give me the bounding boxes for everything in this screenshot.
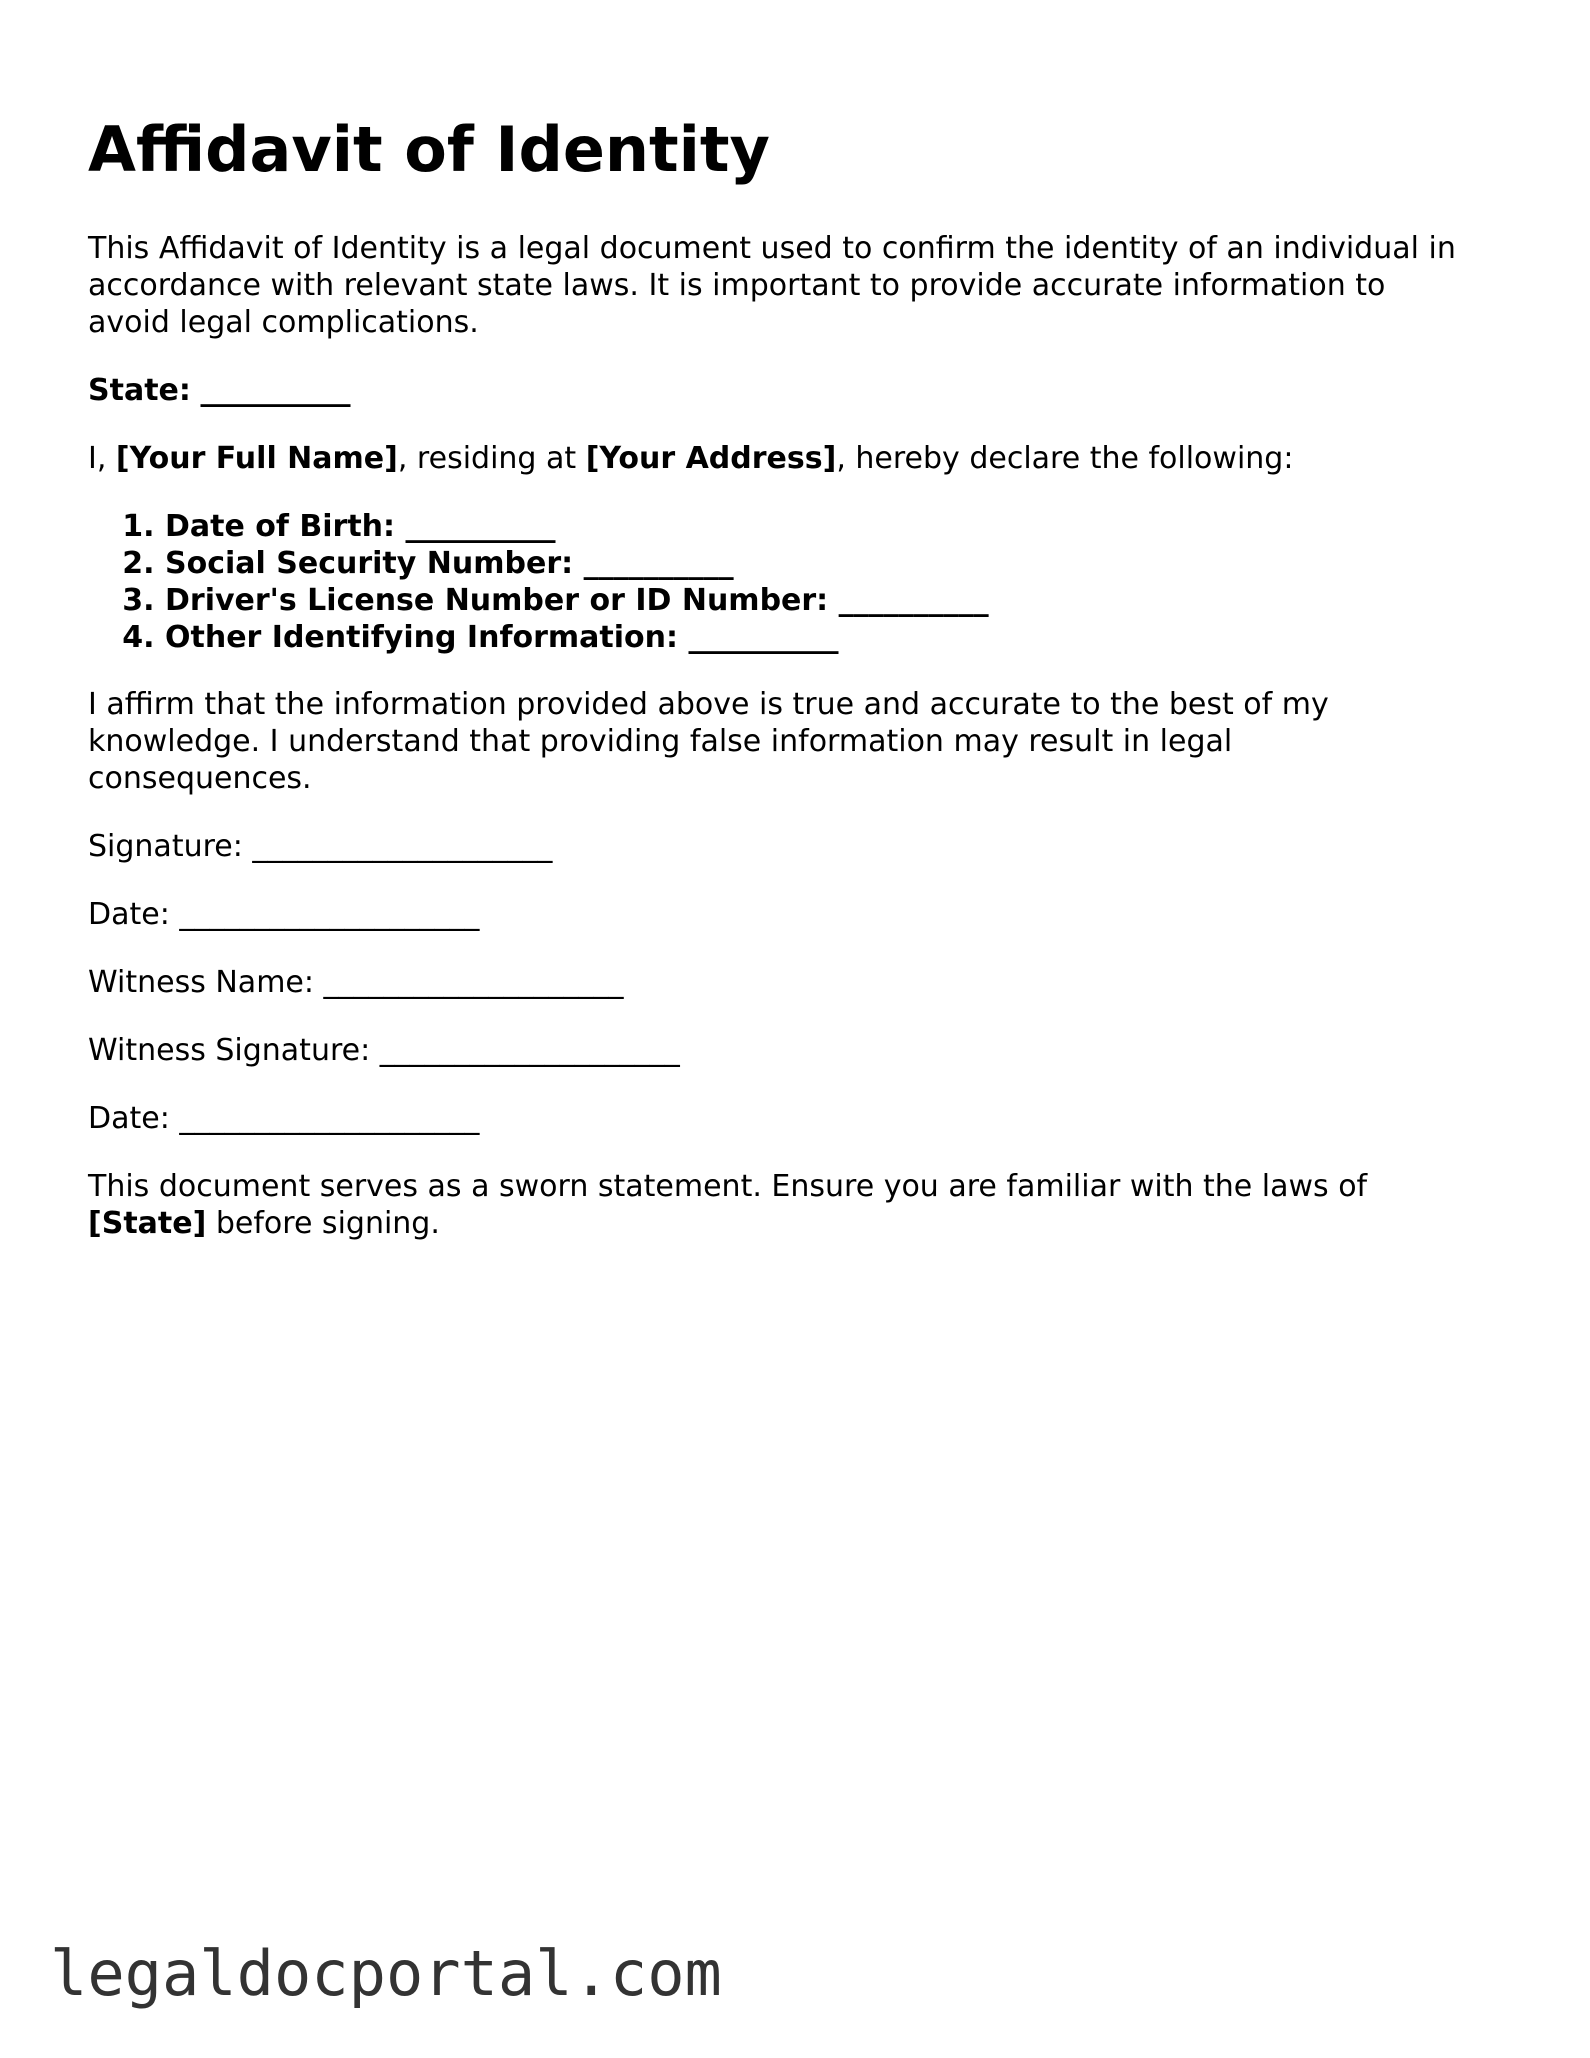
- identity-items-list: [88, 508, 989, 656]
- list-item-other-info: [165, 619, 989, 656]
- list-item-ssn: [165, 545, 989, 582]
- witness-signature-field: [88, 1032, 680, 1069]
- intro-line: This Affidavit of Identity is a legal document used to confirm the identity of an individual in: [88, 231, 1456, 266]
- state-field: [88, 372, 350, 409]
- affirmation-paragraph: [88, 686, 1329, 797]
- state-placeholder: [State]: [88, 1206, 207, 1241]
- witness-signature-blank: ____________________: [379, 1033, 680, 1068]
- declaration-line: [88, 440, 1293, 477]
- item-label: Other Identifying Information:: [165, 620, 678, 655]
- state-blank: __________: [200, 373, 351, 408]
- declaration-suffix: , hereby declare the following:: [836, 441, 1294, 476]
- site-watermark: legaldocportal.com: [50, 1937, 722, 2010]
- signature-blank: ____________________: [252, 829, 553, 864]
- date-label: Date:: [88, 897, 170, 932]
- intro-paragraph: [88, 230, 1456, 341]
- affirmation-line: consequences.: [88, 761, 312, 796]
- witness-date-field: [88, 1100, 479, 1137]
- page-title: Affidavit of Identity: [88, 113, 770, 186]
- item-label: Date of Birth:: [165, 509, 396, 544]
- item-label: Social Security Number:: [165, 546, 574, 581]
- closing-line: This document serves as a sworn statement. Ensure you are familiar with the laws of: [88, 1169, 1368, 1204]
- affirmation-line: knowledge. I understand that providing false information may result in legal: [88, 724, 1233, 759]
- item-label: Driver's License Number or ID Number:: [165, 583, 829, 618]
- witness-name-field: [88, 964, 624, 1001]
- closing-line: [88, 1205, 1367, 1242]
- date-field: [88, 896, 479, 933]
- full-name-placeholder: [Your Full Name]: [115, 441, 398, 476]
- address-placeholder: [Your Address]: [585, 441, 837, 476]
- declaration-middle: , residing at: [397, 441, 586, 476]
- state-label: State:: [88, 373, 191, 408]
- item-blank: __________: [688, 620, 839, 655]
- declaration-prefix: I,: [88, 441, 116, 476]
- item-blank: __________: [838, 583, 989, 618]
- list-item-license-number: [165, 582, 989, 619]
- item-blank: __________: [583, 546, 734, 581]
- date-blank: ____________________: [179, 897, 480, 932]
- signature-field: [88, 828, 552, 865]
- witness-signature-label: Witness Signature:: [88, 1033, 371, 1068]
- witness-name-label: Witness Name:: [88, 965, 314, 1000]
- closing-suffix: before signing.: [206, 1206, 440, 1241]
- item-blank: __________: [405, 509, 556, 544]
- witness-date-label: Date:: [88, 1101, 170, 1136]
- affirmation-line: I affirm that the information provided above is true and accurate to the best of my: [88, 687, 1329, 722]
- list-item-date-of-birth: [165, 508, 989, 545]
- closing-paragraph: [88, 1168, 1367, 1242]
- intro-line: avoid legal complications.: [88, 305, 479, 340]
- witness-name-blank: ____________________: [323, 965, 624, 1000]
- witness-date-blank: ____________________: [179, 1101, 480, 1136]
- signature-label: Signature:: [88, 829, 243, 864]
- intro-line: accordance with relevant state laws. It is important to provide accurate information to: [88, 268, 1386, 303]
